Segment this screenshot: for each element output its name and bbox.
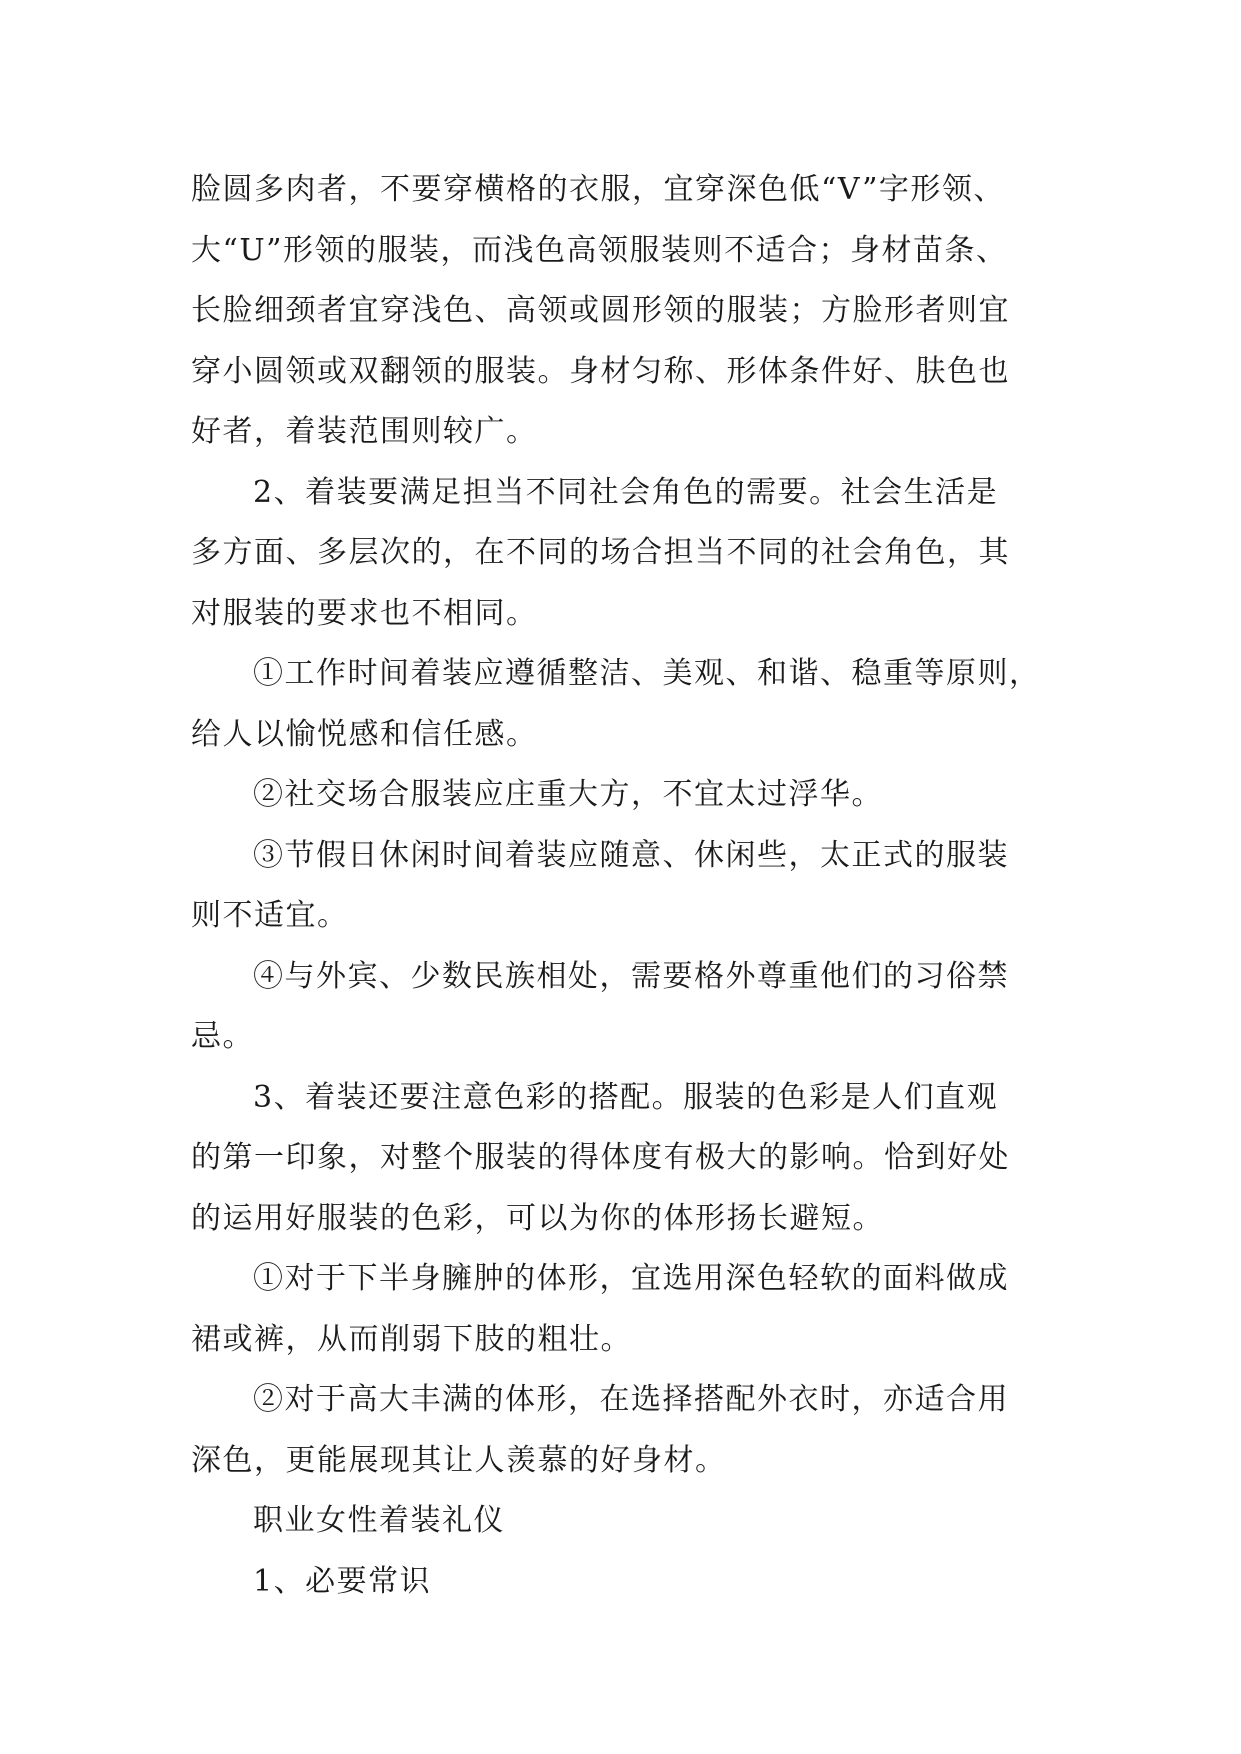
text-line: 2、着装要满足担当不同社会角色的需要。社会生活是: [253, 474, 999, 510]
text-line: 3、着装还要注意色彩的搭配。服装的色彩是人们直观: [253, 1079, 999, 1115]
text-line: 穿小圆领或双翻领的服装。身材匀称、形体条件好、肤色也: [191, 353, 1010, 389]
text-line: ②社交场合服装应庄重大方，不宜太过浮华。: [253, 777, 883, 812]
text-line: 脸圆多肉者，不要穿横格的衣服，宜穿深色低“V”字形领、: [191, 172, 1005, 207]
section-heading: [191, 1491, 1071, 1552]
text-line: ③节假日休闲时间着装应随意、休闲些，太正式的服装: [253, 837, 1009, 873]
text-line: ①对于下半身臃肿的体形，宜选用深色轻软的面料做成: [253, 1261, 1009, 1296]
text-line: ①工作时间着装应遵循整洁、美观、和谐、稳重等原则，: [253, 656, 1041, 691]
heading-text: 职业女性着装礼仪: [253, 1503, 505, 1538]
list-item-social-occasion: [191, 765, 1071, 826]
text-line: 对服装的要求也不相同。: [191, 595, 538, 631]
subsection-heading: [191, 1552, 1071, 1613]
text-line: 给人以愉悦感和信任感。: [191, 716, 538, 752]
list-item-work-time: [191, 644, 1071, 765]
text-line: 忌。: [191, 1019, 254, 1054]
text-line: 多方面、多层次的，在不同的场合担当不同的社会角色，其: [191, 535, 1010, 570]
text-line: 的第一印象，对整个服装的得体度有极大的影响。恰到好处: [191, 1140, 1010, 1175]
list-item-lower-body: [191, 1249, 1071, 1370]
paragraph-face-shape: [191, 160, 1071, 463]
text-line: 裙或裤，从而削弱下肢的粗壮。: [191, 1321, 632, 1357]
list-item-foreign-guests: [191, 947, 1071, 1068]
text-line: 的运用好服装的色彩，可以为你的体形扬长避短。: [191, 1200, 884, 1236]
document-body: [191, 160, 1071, 1612]
heading-text: 1、必要常识: [253, 1563, 432, 1599]
paragraph-color-matching: [191, 1068, 1071, 1250]
text-line: ②对于高大丰满的体形，在选择搭配外衣时，亦适合用: [253, 1382, 1009, 1417]
list-item-tall-full: [191, 1370, 1071, 1491]
text-line: ④与外宾、少数民族相处，需要格外尊重他们的习俗禁: [253, 958, 1009, 994]
text-line: 深色，更能展现其让人羡慕的好身材。: [191, 1442, 727, 1478]
text-line: 长脸细颈者宜穿浅色、高领或圆形领的服装；方脸形者则宜: [191, 293, 1010, 328]
text-line: 则不适宜。: [191, 898, 349, 933]
text-line: 大“U”形领的服装，而浅色高领服装则不适合；身材苗条、: [191, 232, 1008, 268]
paragraph-social-roles: [191, 463, 1071, 645]
text-line: 好者，着装范围则较广。: [191, 414, 538, 449]
list-item-holiday: [191, 826, 1071, 947]
